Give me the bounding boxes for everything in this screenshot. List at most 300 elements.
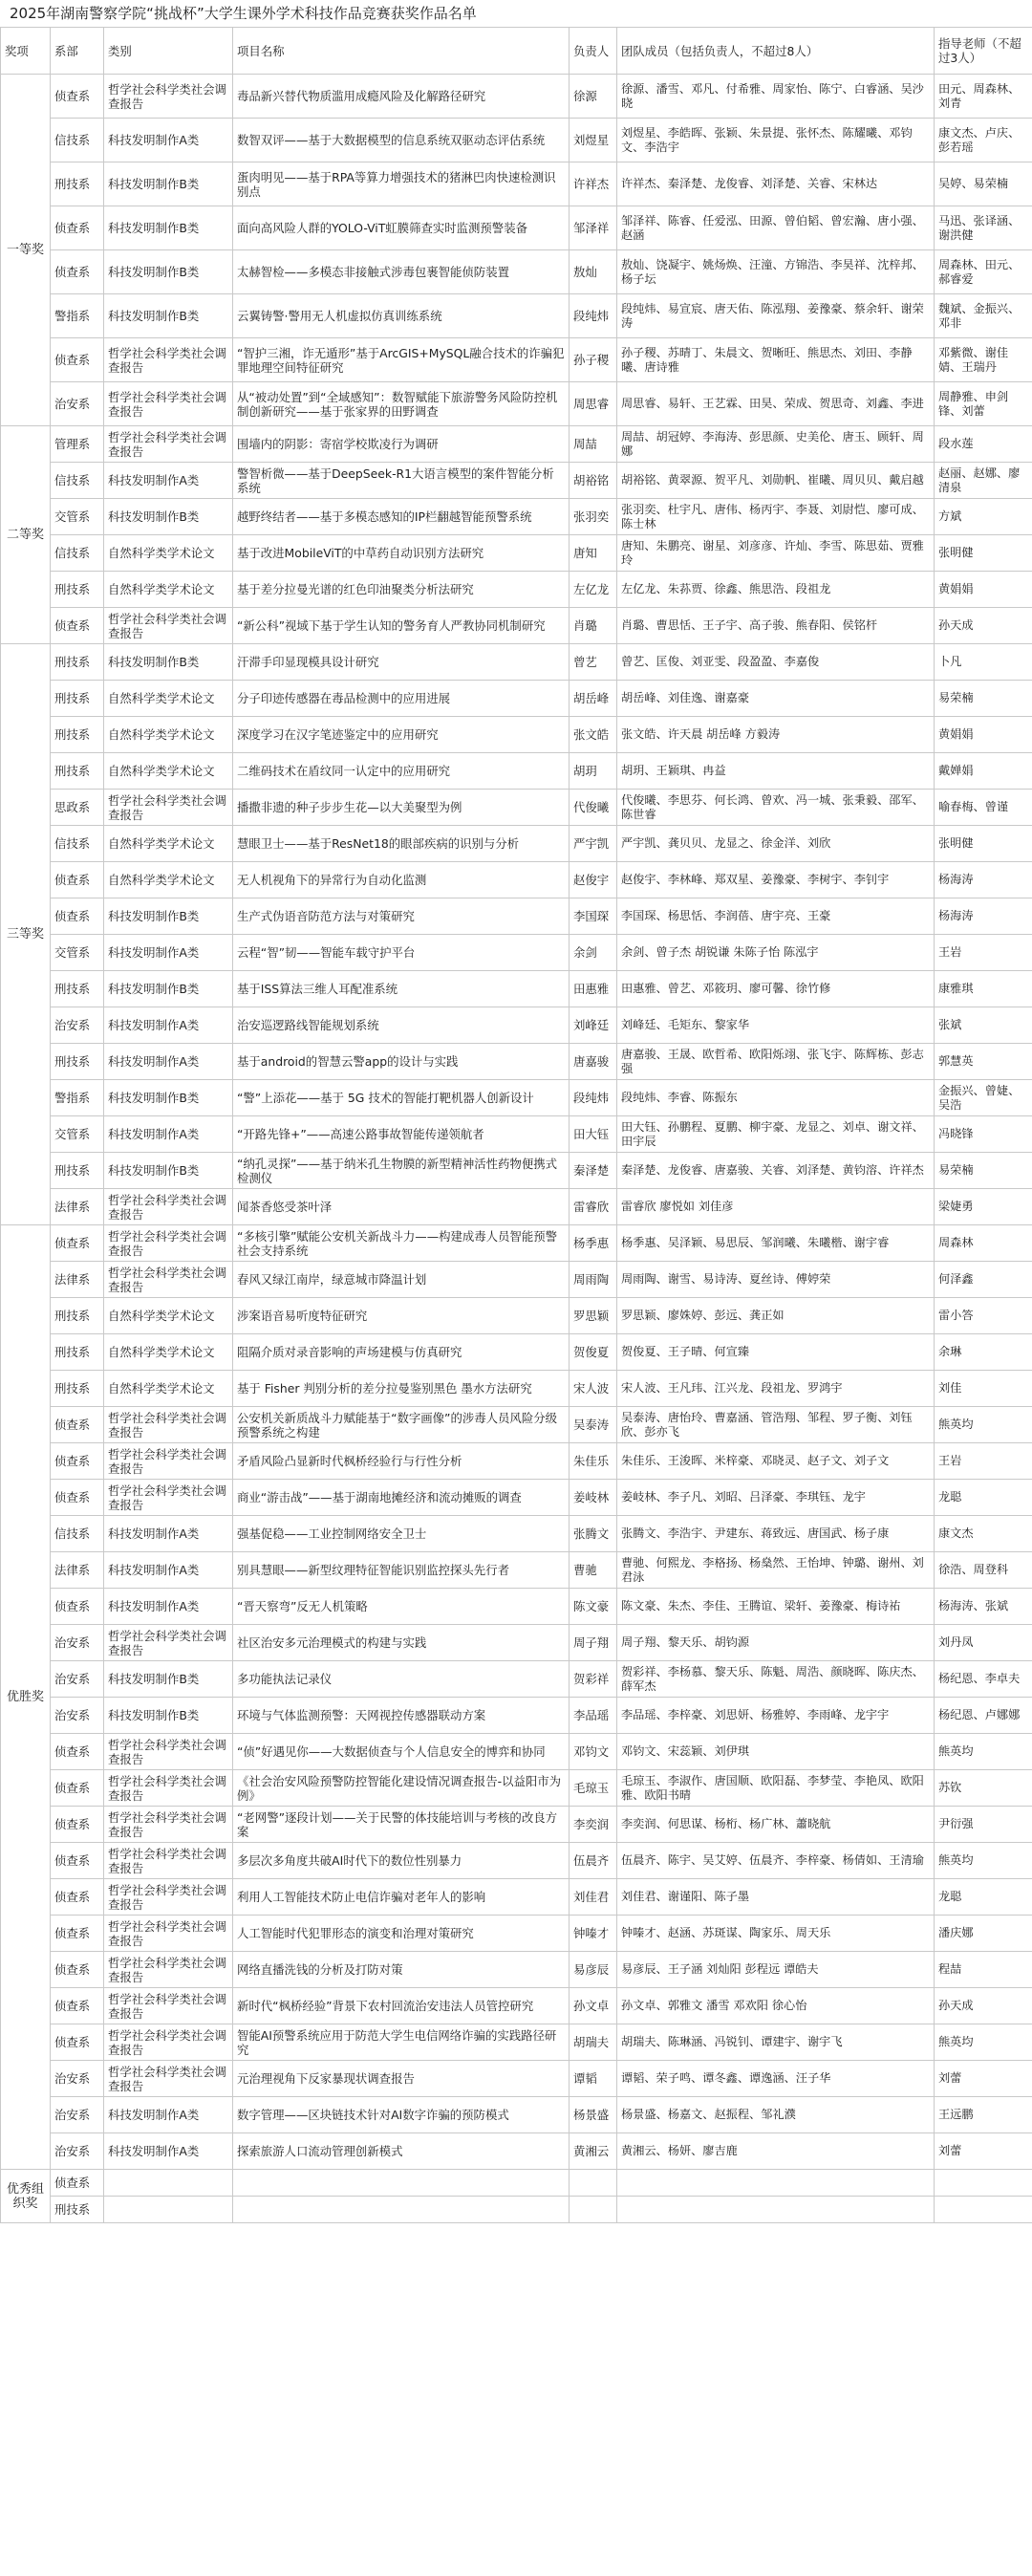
table-row	[1, 1843, 1032, 1879]
team-members-cell: 毛琼玉、李淑作、唐国顺、欧阳磊、李梦莹、李艳凤、欧阳雅、欧阳书晴	[617, 1770, 935, 1807]
team-members-cell: 贺俊夏、王子晴、何宣臻	[617, 1334, 935, 1371]
advisor-cell: 孙天成	[935, 1988, 1032, 2024]
department-cell: 侦查系	[51, 1916, 104, 1952]
advisor-cell: 金振兴、曾婕、吴浩	[935, 1080, 1032, 1116]
department-cell: 治安系	[51, 2133, 104, 2170]
leader-cell: 谭韬	[570, 2061, 617, 2097]
team-members-cell: 刘佳君、谢谨阳、陈子墨	[617, 1879, 935, 1916]
leader-cell: 姜岐林	[570, 1480, 617, 1516]
project-name-cell: 多层次多角度共破AI时代下的数位性别暴力	[233, 1843, 570, 1879]
category-cell: 科技发明制作B类	[104, 162, 233, 206]
table-row	[1, 898, 1032, 935]
leader-cell	[570, 2170, 617, 2197]
table-row	[1, 535, 1032, 572]
leader-cell: 唐知	[570, 535, 617, 572]
project-name-cell: 无人机视角下的异常行为自动化监测	[233, 862, 570, 898]
leader-cell: 杨季惠	[570, 1225, 617, 1262]
advisor-cell: 张明健	[935, 535, 1032, 572]
category-cell: 自然科学类学术论文	[104, 1298, 233, 1334]
team-members-cell: 左亿龙、朱荪贾、徐鑫、熊思浩、段祖龙	[617, 572, 935, 608]
leader-cell: 曹驰	[570, 1552, 617, 1589]
leader-cell: 刘煜星	[570, 119, 617, 162]
advisor-cell: 杨海涛	[935, 862, 1032, 898]
table-row	[1, 826, 1032, 862]
team-members-cell: 段纯炜、李睿、陈振东	[617, 1080, 935, 1116]
advisor-cell: 何泽鑫	[935, 1262, 1032, 1298]
category-cell: 自然科学类学术论文	[104, 717, 233, 753]
table-row	[1, 717, 1032, 753]
team-members-cell: 唐嘉骏、王晟、欧哲希、欧阳烁翊、张飞宇、陈辉栋、彭志强	[617, 1044, 935, 1080]
project-name-cell: 基于ISS算法三维人耳配准系统	[233, 971, 570, 1007]
category-cell: 哲学社会科学类社会调查报告	[104, 1843, 233, 1879]
leader-cell: 杨景盛	[570, 2097, 617, 2133]
leader-cell: 代俊曦	[570, 790, 617, 826]
category-cell: 科技发明制作A类	[104, 2097, 233, 2133]
advisor-cell: 熊英均	[935, 1734, 1032, 1770]
department-cell: 治安系	[51, 1698, 104, 1734]
project-name-cell: 《社会治安风险预警防控智能化建设情况调查报告-以益阳市为例》	[233, 1770, 570, 1807]
advisor-cell: 田元、周森林、刘青	[935, 75, 1032, 119]
leader-cell: 罗思颖	[570, 1298, 617, 1334]
advisor-cell: 龙聪	[935, 1879, 1032, 1916]
category-cell: 哲学社会科学类社会调查报告	[104, 426, 233, 463]
project-name-cell	[233, 2197, 570, 2223]
project-name-cell: 播撒非遗的种子步步生花—以大美聚型为例	[233, 790, 570, 826]
team-members-cell: 余剑、曾子杰 胡锐谦 朱陈子怡 陈泓宇	[617, 935, 935, 971]
department-cell: 信技系	[51, 463, 104, 499]
table-row	[1, 1734, 1032, 1770]
department-cell: 侦查系	[51, 1589, 104, 1625]
team-members-cell: 邓钧文、宋蕊颖、刘伊琪	[617, 1734, 935, 1770]
table-row	[1, 426, 1032, 463]
department-cell: 管理系	[51, 426, 104, 463]
table-row	[1, 1080, 1032, 1116]
award-level-cell: 优胜奖	[1, 1225, 51, 2170]
table-row	[1, 1334, 1032, 1371]
team-members-cell: 胡岳峰、刘佳逸、谢嘉豪	[617, 681, 935, 717]
team-members-cell: 罗思颖、廖姝婷、彭远、龚正如	[617, 1298, 935, 1334]
category-cell: 科技发明制作A类	[104, 463, 233, 499]
table-row	[1, 2133, 1032, 2170]
advisor-cell: 王岩	[935, 935, 1032, 971]
category-cell: 自然科学类学术论文	[104, 1334, 233, 1371]
team-members-cell: 吴泰涛、唐怡玲、曹嘉涵、管浩翔、邹程、罗子衡、刘钰欣、彭亦飞	[617, 1407, 935, 1443]
table-row	[1, 644, 1032, 681]
table-header-row	[1, 28, 1032, 75]
advisor-cell: 张斌	[935, 1007, 1032, 1044]
table-row	[1, 1480, 1032, 1516]
advisor-cell: 徐浩、周登科	[935, 1552, 1032, 1589]
table-row	[1, 681, 1032, 717]
document-title: 2025年湖南警察学院“挑战杯”大学生课外学术科技作品竞赛获奖作品名单	[10, 5, 477, 22]
project-name-cell: 云程“智”韧——智能车载守护平台	[233, 935, 570, 971]
advisor-cell: 喻春梅、曾谨	[935, 790, 1032, 826]
leader-cell: 张文皓	[570, 717, 617, 753]
table-row	[1, 1698, 1032, 1734]
table-row	[1, 382, 1032, 426]
leader-cell: 段纯炜	[570, 1080, 617, 1116]
advisor-cell	[935, 2170, 1032, 2197]
team-members-cell: 刘峰廷、毛矩东、黎家华	[617, 1007, 935, 1044]
department-cell: 侦查系	[51, 1988, 104, 2024]
leader-cell: 余剑	[570, 935, 617, 971]
leader-cell: 贺彩祥	[570, 1661, 617, 1698]
leader-cell: 张羽奕	[570, 499, 617, 535]
project-name-cell: 基于差分拉曼光谱的红色印油聚类分析法研究	[233, 572, 570, 608]
category-cell: 自然科学类学术论文	[104, 826, 233, 862]
department-cell: 侦查系	[51, 1879, 104, 1916]
category-cell: 哲学社会科学类社会调查报告	[104, 1407, 233, 1443]
table-row	[1, 608, 1032, 644]
table-row	[1, 1153, 1032, 1189]
table-row	[1, 971, 1032, 1007]
advisor-cell: 尹衍强	[935, 1807, 1032, 1843]
category-cell: 哲学社会科学类社会调查报告	[104, 2061, 233, 2097]
table-row	[1, 790, 1032, 826]
team-members-cell: 周子翔、黎天乐、胡钧源	[617, 1625, 935, 1661]
leader-cell: 钟嗪才	[570, 1916, 617, 1952]
leader-cell: 许祥杰	[570, 162, 617, 206]
leader-cell: 陈文豪	[570, 1589, 617, 1625]
department-cell: 信技系	[51, 119, 104, 162]
category-cell: 自然科学类学术论文	[104, 572, 233, 608]
project-name-cell: 阻隔介质对录音影响的声场建模与仿真研究	[233, 1334, 570, 1371]
advisor-cell: 周森林、田元、郝睿爱	[935, 250, 1032, 294]
category-cell: 科技发明制作A类	[104, 2133, 233, 2170]
award-table	[0, 27, 1032, 2223]
category-cell: 哲学社会科学类社会调查报告	[104, 75, 233, 119]
team-members-cell: 杨季惠、吴泽颖、易思辰、邹润曦、朱曦楷、谢宇睿	[617, 1225, 935, 1262]
department-cell: 刑技系	[51, 971, 104, 1007]
project-name-cell: 智能AI预警系统应用于防范大学生电信网络诈骗的实践路径研究	[233, 2024, 570, 2061]
table-row	[1, 753, 1032, 790]
department-cell: 刑技系	[51, 162, 104, 206]
header-advisor: 指导老师（不超过3人）	[935, 28, 1032, 75]
department-cell: 刑技系	[51, 1153, 104, 1189]
department-cell: 法律系	[51, 1262, 104, 1298]
leader-cell: 周思睿	[570, 382, 617, 426]
advisor-cell: 赵丽、赵娜、廖清泉	[935, 463, 1032, 499]
category-cell: 哲学社会科学类社会调查报告	[104, 1625, 233, 1661]
leader-cell: 刘峰廷	[570, 1007, 617, 1044]
team-members-cell: 李国琛、杨思恬、李润蓓、唐宇亮、王豪	[617, 898, 935, 935]
project-name-cell: “新公科”视域下基于学生认知的警务育人严教协同机制研究	[233, 608, 570, 644]
leader-cell: 李品瑶	[570, 1698, 617, 1734]
advisor-cell: 刘丹凤	[935, 1625, 1032, 1661]
department-cell: 侦查系	[51, 250, 104, 294]
category-cell: 科技发明制作B类	[104, 250, 233, 294]
team-members-cell: 秦泽楚、龙俊睿、唐嘉骏、关睿、刘泽楚、黄钧溶、许祥杰	[617, 1153, 935, 1189]
project-name-cell: 数智双评——基于大数据模型的信息系统双驱动态评估系统	[233, 119, 570, 162]
table-row	[1, 1916, 1032, 1952]
table-row	[1, 572, 1032, 608]
department-cell: 治安系	[51, 1661, 104, 1698]
project-name-cell: 公安机关新质战斗力赋能基于“数字画像”的涉毒人员风险分级预警系统之构建	[233, 1407, 570, 1443]
category-cell: 科技发明制作B类	[104, 1153, 233, 1189]
team-members-cell: 代俊曦、李思芬、何长鸿、曾欢、冯一城、张秉毅、邵军、陈世睿	[617, 790, 935, 826]
project-name-cell: “警”上添花——基于 5G 技术的智能打靶机器人创新设计	[233, 1080, 570, 1116]
category-cell	[104, 2170, 233, 2197]
advisor-cell: 方斌	[935, 499, 1032, 535]
project-name-cell: 云翼铸警·警用无人机虚拟仿真训练系统	[233, 294, 570, 338]
team-members-cell: 朱佳乐、王浚晖、米梓豪、邓晓灵、赵子文、刘子文	[617, 1443, 935, 1480]
leader-cell	[570, 2197, 617, 2223]
table-row	[1, 1625, 1032, 1661]
table-row	[1, 1298, 1032, 1334]
leader-cell: 肖璐	[570, 608, 617, 644]
advisor-cell: 王远鹏	[935, 2097, 1032, 2133]
advisor-cell: 刘蕾	[935, 2061, 1032, 2097]
team-members-cell: 周思睿、易轩、王艺霖、田昊、荣成、贺思奇、刘鑫、李进	[617, 382, 935, 426]
advisor-cell: 余琳	[935, 1334, 1032, 1371]
department-cell: 刑技系	[51, 644, 104, 681]
department-cell: 信技系	[51, 535, 104, 572]
team-members-cell: 李奕润、何思谋、杨桁、杨广林、蕭晓航	[617, 1807, 935, 1843]
leader-cell: 赵俊宇	[570, 862, 617, 898]
advisor-cell: 潘庆娜	[935, 1916, 1032, 1952]
project-name-cell: 涉案语音易听度特征研究	[233, 1298, 570, 1334]
advisor-cell: 黄娟娟	[935, 717, 1032, 753]
project-name-cell: 利用人工智能技术防止电信诈骗对老年人的影响	[233, 1879, 570, 1916]
leader-cell: 周子翔	[570, 1625, 617, 1661]
category-cell: 哲学社会科学类社会调查报告	[104, 1916, 233, 1952]
table-row	[1, 499, 1032, 535]
department-cell: 侦查系	[51, 1843, 104, 1879]
team-members-cell	[617, 2170, 935, 2197]
team-members-cell: 邹泽祥、陈睿、任爱泓、田源、曾伯韬、曾宏瀚、唐小强、赵涵	[617, 206, 935, 250]
advisor-cell: 马迅、张译涵、谢洪健	[935, 206, 1032, 250]
department-cell: 刑技系	[51, 681, 104, 717]
project-name-cell: 别具慧眼——新型纹理特征智能识别监控探头先行者	[233, 1552, 570, 1589]
leader-cell: 雷睿欣	[570, 1189, 617, 1225]
category-cell: 哲学社会科学类社会调查报告	[104, 1734, 233, 1770]
department-cell: 法律系	[51, 1552, 104, 1589]
advisor-cell: 邓紫微、谢佳婧、王瑞丹	[935, 338, 1032, 382]
advisor-cell: 苏钦	[935, 1770, 1032, 1807]
department-cell: 警指系	[51, 1080, 104, 1116]
leader-cell: 伍晨齐	[570, 1843, 617, 1879]
leader-cell: 贺俊夏	[570, 1334, 617, 1371]
leader-cell: 刘佳君	[570, 1879, 617, 1916]
department-cell: 法律系	[51, 1189, 104, 1225]
table-row	[1, 2097, 1032, 2133]
department-cell: 信技系	[51, 826, 104, 862]
award-level-cell: 三等奖	[1, 644, 51, 1225]
header-leader: 负责人	[570, 28, 617, 75]
advisor-cell: 易荣楠	[935, 681, 1032, 717]
category-cell: 科技发明制作A类	[104, 1516, 233, 1552]
table-row	[1, 1807, 1032, 1843]
category-cell	[104, 2197, 233, 2223]
department-cell: 侦查系	[51, 1807, 104, 1843]
category-cell: 科技发明制作B类	[104, 206, 233, 250]
table-row	[1, 1661, 1032, 1698]
advisor-cell: 熊英均	[935, 1843, 1032, 1879]
department-cell: 刑技系	[51, 572, 104, 608]
advisor-cell: 冯晓锋	[935, 1116, 1032, 1153]
table-row	[1, 1189, 1032, 1225]
advisor-cell: 段水莲	[935, 426, 1032, 463]
team-members-cell: 伍晨齐、陈宇、吴艾婷、伍晨齐、李梓豪、杨倩如、王清瑜	[617, 1843, 935, 1879]
category-cell: 哲学社会科学类社会调查报告	[104, 1262, 233, 1298]
project-name-cell: 生产式伪语音防范方法与对策研究	[233, 898, 570, 935]
department-cell: 侦查系	[51, 1952, 104, 1988]
category-cell: 科技发明制作A类	[104, 1552, 233, 1589]
table-row	[1, 1952, 1032, 1988]
department-cell: 思政系	[51, 790, 104, 826]
team-members-cell: 周喆、胡冠婷、李海涛、彭思颜、史美伦、唐玉、顾轩、周娜	[617, 426, 935, 463]
advisor-cell: 周森林	[935, 1225, 1032, 1262]
leader-cell: 严宇凯	[570, 826, 617, 862]
team-members-cell: 李品瑶、李梓豪、刘思妍、杨雅婷、李雨峰、龙宇宇	[617, 1698, 935, 1734]
leader-cell: 胡玥	[570, 753, 617, 790]
project-name-cell: “智护三湘，诈无遁形”基于ArcGIS+MySQL融合技术的诈骗犯罪地理空间特征研究	[233, 338, 570, 382]
department-cell: 侦查系	[51, 608, 104, 644]
table-row	[1, 1552, 1032, 1589]
team-members-cell: 黄湘云、杨妍、廖吉鹿	[617, 2133, 935, 2170]
department-cell: 刑技系	[51, 2197, 104, 2223]
team-members-cell: 曹驰、何熙龙、李格扬、杨燊然、王怡坤、钟璐、谢州、刘君泳	[617, 1552, 935, 1589]
table-row	[1, 463, 1032, 499]
project-name-cell: 治安巡逻路线智能规划系统	[233, 1007, 570, 1044]
table-row	[1, 862, 1032, 898]
department-cell: 刑技系	[51, 1298, 104, 1334]
project-name-cell: 强基促稳——工业控制网络安全卫士	[233, 1516, 570, 1552]
category-cell: 科技发明制作A类	[104, 1007, 233, 1044]
team-members-cell: 易彦辰、王子涵 刘灿阳 彭程远 谭皓夫	[617, 1952, 935, 1988]
project-name-cell: 基于 Fisher 判别分析的差分拉曼鉴别黑色 墨水方法研究	[233, 1371, 570, 1407]
table-row	[1, 294, 1032, 338]
table-row	[1, 1044, 1032, 1080]
department-cell: 侦查系	[51, 1225, 104, 1262]
leader-cell: 吴泰涛	[570, 1407, 617, 1443]
leader-cell: 胡裕铭	[570, 463, 617, 499]
team-members-cell: 段纯炜、易宣宸、唐天佑、陈泓翔、姜豫豪、蔡余轩、谢荣涛	[617, 294, 935, 338]
project-name-cell: 毒品新兴替代物质滥用成瘾风险及化解路径研究	[233, 75, 570, 119]
table-row	[1, 1516, 1032, 1552]
category-cell: 自然科学类学术论文	[104, 753, 233, 790]
project-name-cell: 基于改进MobileViT的中草药自动识别方法研究	[233, 535, 570, 572]
project-name-cell: 春风又绿江南岸，绿意城市降温计划	[233, 1262, 570, 1298]
table-row	[1, 1879, 1032, 1916]
table-row	[1, 2197, 1032, 2223]
category-cell: 自然科学类学术论文	[104, 862, 233, 898]
team-members-cell: 曾艺、匡俊、刘亚雯、段盈盈、李嘉俊	[617, 644, 935, 681]
project-name-cell: “多核引擎”赋能公安机关新战斗力——构建成毒人员智能预警社会支持系统	[233, 1225, 570, 1262]
table-row	[1, 162, 1032, 206]
project-name-cell: 数字管理——区块链技术针对AI数字诈骗的预防模式	[233, 2097, 570, 2133]
category-cell: 哲学社会科学类社会调查报告	[104, 1952, 233, 1988]
category-cell: 自然科学类学术论文	[104, 535, 233, 572]
project-name-cell: 新时代“枫桥经验”背景下农村回流治安违法人员管控研究	[233, 1988, 570, 2024]
advisor-cell: 杨海涛	[935, 898, 1032, 935]
advisor-cell: 戴婵娟	[935, 753, 1032, 790]
advisor-cell: 王岩	[935, 1443, 1032, 1480]
project-name-cell: 商业“游击战”——基于湖南地摊经济和流动摊贩的调查	[233, 1480, 570, 1516]
project-name-cell: 二维码技术在盾纹同一认定中的应用研究	[233, 753, 570, 790]
team-members-cell: 张羽奕、杜宇凡、唐伟、杨丙宇、李聂、刘尉恺、廖可成、陈士林	[617, 499, 935, 535]
department-cell: 治安系	[51, 2097, 104, 2133]
team-members-cell: 赵俊宇、李林峰、郑双星、姜豫豪、李树宇、李钊宇	[617, 862, 935, 898]
category-cell: 哲学社会科学类社会调查报告	[104, 1443, 233, 1480]
category-cell: 哲学社会科学类社会调查报告	[104, 1189, 233, 1225]
category-cell: 哲学社会科学类社会调查报告	[104, 1480, 233, 1516]
advisor-cell: 刘蕾	[935, 2133, 1032, 2170]
category-cell: 哲学社会科学类社会调查报告	[104, 1879, 233, 1916]
team-members-cell: 周雨陶、谢雪、易诗涛、夏丝诗、傅婷荣	[617, 1262, 935, 1298]
table-row	[1, 1988, 1032, 2024]
department-cell: 侦查系	[51, 1734, 104, 1770]
advisor-cell: 魏斌、金振兴、邓非	[935, 294, 1032, 338]
table-row	[1, 1116, 1032, 1153]
team-members-cell: 贺彩祥、李杨慕、黎天乐、陈魁、周浩、颜晓晖、陈庆杰、薛军杰	[617, 1661, 935, 1698]
team-members-cell: 徐源、潘雪、邓凡、付希雅、周家怡、陈宁、白睿涵、吴沙晓	[617, 75, 935, 119]
project-name-cell: “纳孔灵探”——基于纳米孔生物膜的新型精神活性药物便携式检测仪	[233, 1153, 570, 1189]
category-cell: 哲学社会科学类社会调查报告	[104, 2024, 233, 2061]
department-cell: 侦查系	[51, 898, 104, 935]
table-row	[1, 2024, 1032, 2061]
category-cell: 哲学社会科学类社会调查报告	[104, 790, 233, 826]
department-cell: 刑技系	[51, 1334, 104, 1371]
header-category: 类别	[104, 28, 233, 75]
department-cell: 刑技系	[51, 753, 104, 790]
advisor-cell: 易荣楠	[935, 1153, 1032, 1189]
project-name-cell: 环境与气体监测预警：天网视控传感器联动方案	[233, 1698, 570, 1734]
project-name-cell: 太赫智检——多模态非接触式涉毒包裹智能侦防装置	[233, 250, 570, 294]
table-row	[1, 1589, 1032, 1625]
project-name-cell: “老网警”逐段计划——关于民警的体技能培训与考核的改良方案	[233, 1807, 570, 1843]
category-cell: 哲学社会科学类社会调查报告	[104, 1988, 233, 2024]
leader-cell: 朱佳乐	[570, 1443, 617, 1480]
advisor-cell: 杨纪恩、卢娜娜	[935, 1698, 1032, 1734]
department-cell: 治安系	[51, 2061, 104, 2097]
department-cell: 刑技系	[51, 1044, 104, 1080]
leader-cell: 田大钰	[570, 1116, 617, 1153]
department-cell: 治安系	[51, 1007, 104, 1044]
team-members-cell: 姜岐林、李子凡、刘昭、吕泽豪、李琪钰、龙宇	[617, 1480, 935, 1516]
project-name-cell: 越野终结者——基于多模态感知的IP栏翻越智能预警系统	[233, 499, 570, 535]
advisor-cell: 雷小答	[935, 1298, 1032, 1334]
advisor-cell: 康雅琪	[935, 971, 1032, 1007]
advisor-cell: 杨海涛、张斌	[935, 1589, 1032, 1625]
department-cell: 交管系	[51, 935, 104, 971]
category-cell: 哲学社会科学类社会调查报告	[104, 608, 233, 644]
leader-cell: 敖灿	[570, 250, 617, 294]
category-cell: 哲学社会科学类社会调查报告	[104, 1807, 233, 1843]
leader-cell: 曾艺	[570, 644, 617, 681]
category-cell: 科技发明制作B类	[104, 898, 233, 935]
category-cell: 科技发明制作B类	[104, 971, 233, 1007]
team-members-cell: 张腾文、李浩宇、尹建东、蒋致远、唐国武、杨子康	[617, 1516, 935, 1552]
category-cell: 哲学社会科学类社会调查报告	[104, 338, 233, 382]
category-cell: 哲学社会科学类社会调查报告	[104, 1770, 233, 1807]
department-cell: 侦查系	[51, 1770, 104, 1807]
project-name-cell: “开路先锋+”——高速公路事故智能传递领航者	[233, 1116, 570, 1153]
leader-cell: 张腾文	[570, 1516, 617, 1552]
category-cell: 科技发明制作A类	[104, 1044, 233, 1080]
advisor-cell: 卜凡	[935, 644, 1032, 681]
category-cell: 科技发明制作B类	[104, 499, 233, 535]
table-row	[1, 1407, 1032, 1443]
table-row	[1, 250, 1032, 294]
leader-cell: 左亿龙	[570, 572, 617, 608]
category-cell: 科技发明制作A类	[104, 119, 233, 162]
team-members-cell: 胡玥、王颖琪、冉益	[617, 753, 935, 790]
category-cell: 科技发明制作A类	[104, 935, 233, 971]
project-name-cell: 面向高风险人群的YOLO-ViT虹膜筛查实时监测预警装备	[233, 206, 570, 250]
leader-cell: 唐嘉骏	[570, 1044, 617, 1080]
table-row	[1, 338, 1032, 382]
